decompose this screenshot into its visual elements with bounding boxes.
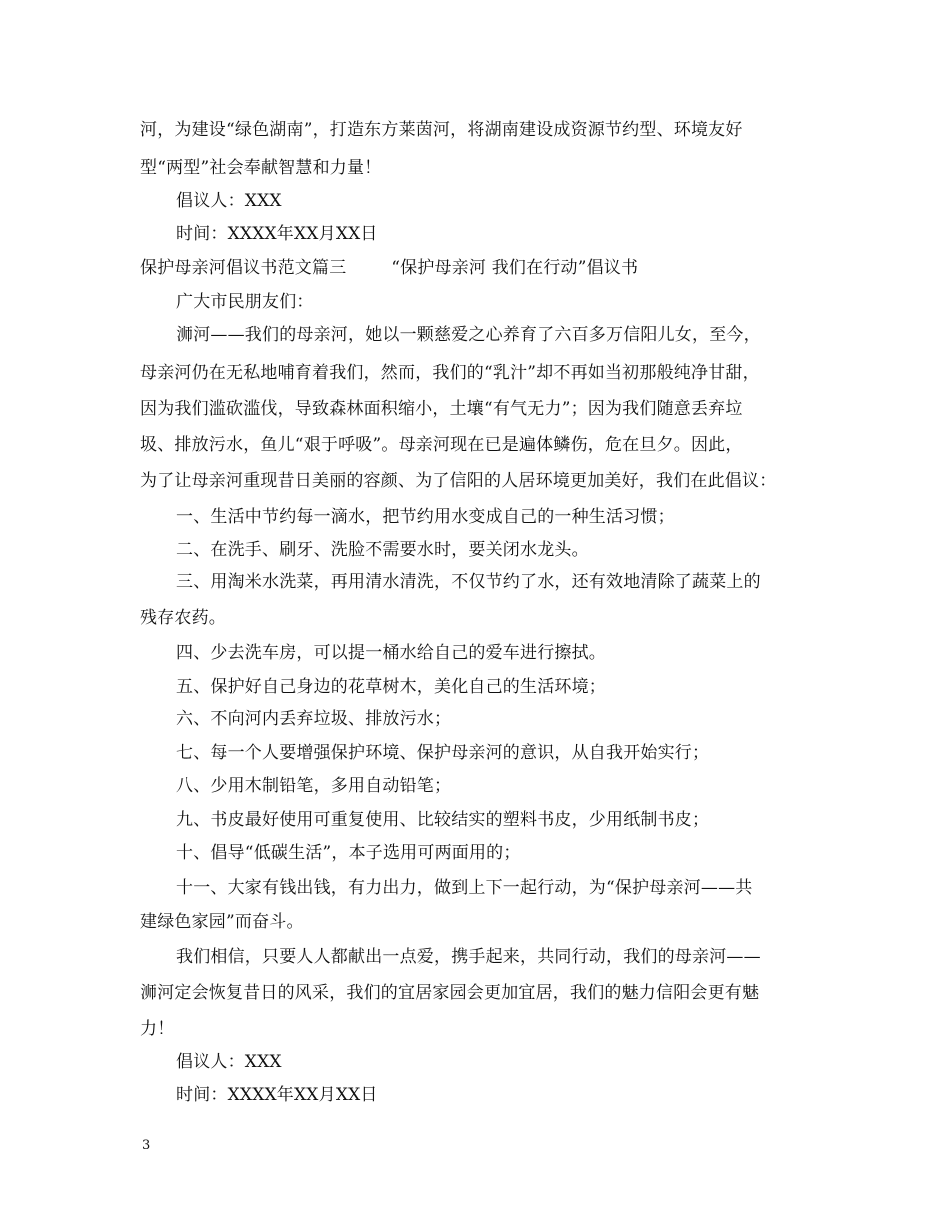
paragraph-line: 母亲河仍在无私地哺育着我们，然而，我们的“乳汁”却不再如当初那般纯净甘甜， [140,363,760,383]
list-item: 五、保护好自己身边的花草树木，美化自己的生活环境； [176,677,606,697]
list-item: 八、少用木制铅笔，多用自动铅笔； [176,776,452,796]
section-title: 保护母亲河倡议书范文篇三 “保护母亲河 我们在行动”倡议书 [140,258,639,278]
date-line: 时间：XXXX年XX月XX日 [176,1085,378,1105]
signature-line: 倡议人：XXX [176,1052,282,1072]
paragraph-line: 浉河定会恢复昔日的风采，我们的宜居家园会更加宜居，我们的魅力信阳会更有魅 [140,983,760,1003]
paragraph-line: 因为我们滥砍滥伐，导致森林面积缩小，土壤“有气无力”；因为我们随意丢弃垃 [140,399,743,419]
list-item: 一、生活中节约每一滴水，把节约用水变成自己的一种生活习惯； [176,507,675,527]
signature-line: 倡议人：XXX [176,191,282,211]
list-item: 三、用淘米水洗菜，再用清水清洗，不仅节约了水，还有效地清除了蔬菜上的 [176,572,761,592]
list-item: 十一、大家有钱出钱，有力出力，做到上下一起行动，为“保护母亲河——共 [176,878,753,898]
paragraph-line: 浉河——我们的母亲河，她以一颗慈爱之心养育了六百多万信阳儿女，至今， [176,325,761,345]
list-item: 七、每一个人要增强保护环境、保护母亲河的意识，从自我开始实行； [176,743,710,763]
paragraph-line: 型“两型”社会奉献智慧和力量！ [140,158,382,178]
paragraph-line: 河，为建设“绿色湖南”，打造东方莱茵河，将湖南建设成资源节约型、环境友好 [140,120,743,140]
paragraph-line: 我们相信，只要人人都献出一点爱，携手起来，共同行动，我们的母亲河—— [176,947,761,967]
paragraph-line: 为了让母亲河重现昔日美丽的容颜、为了信阳的人居环境更加美好，我们在此倡议： [140,471,777,491]
list-item: 九、书皮最好使用可重复使用、比较结实的塑料书皮，少用纸制书皮； [176,810,710,830]
list-item: 十、倡导“低碳生活”，本子选用可两面用的； [176,843,521,863]
list-item: 六、不向河内丢弃垃圾、排放污水； [176,709,452,729]
paragraph-line: 圾、排放污水，鱼儿“艰于呼吸”。母亲河现在已是遍体鳞伤，危在旦夕。因此， [140,435,743,455]
page-number: 3 [142,1138,151,1153]
paragraph-line: 力！ [140,1019,175,1039]
date-line: 时间：XXXX年XX月XX日 [176,224,378,244]
list-item-continuation: 残存农药。 [140,608,226,628]
salutation: 广大市民朋友们： [176,292,314,312]
list-item: 四、少去洗车房，可以提一桶水给自己的爱车进行擦拭。 [176,643,606,663]
list-item-continuation: 建绿色家园”而奋斗。 [140,912,304,932]
list-item: 二、在洗手、刷牙、洗脸不需要水时，要关闭水龙头。 [176,540,589,560]
